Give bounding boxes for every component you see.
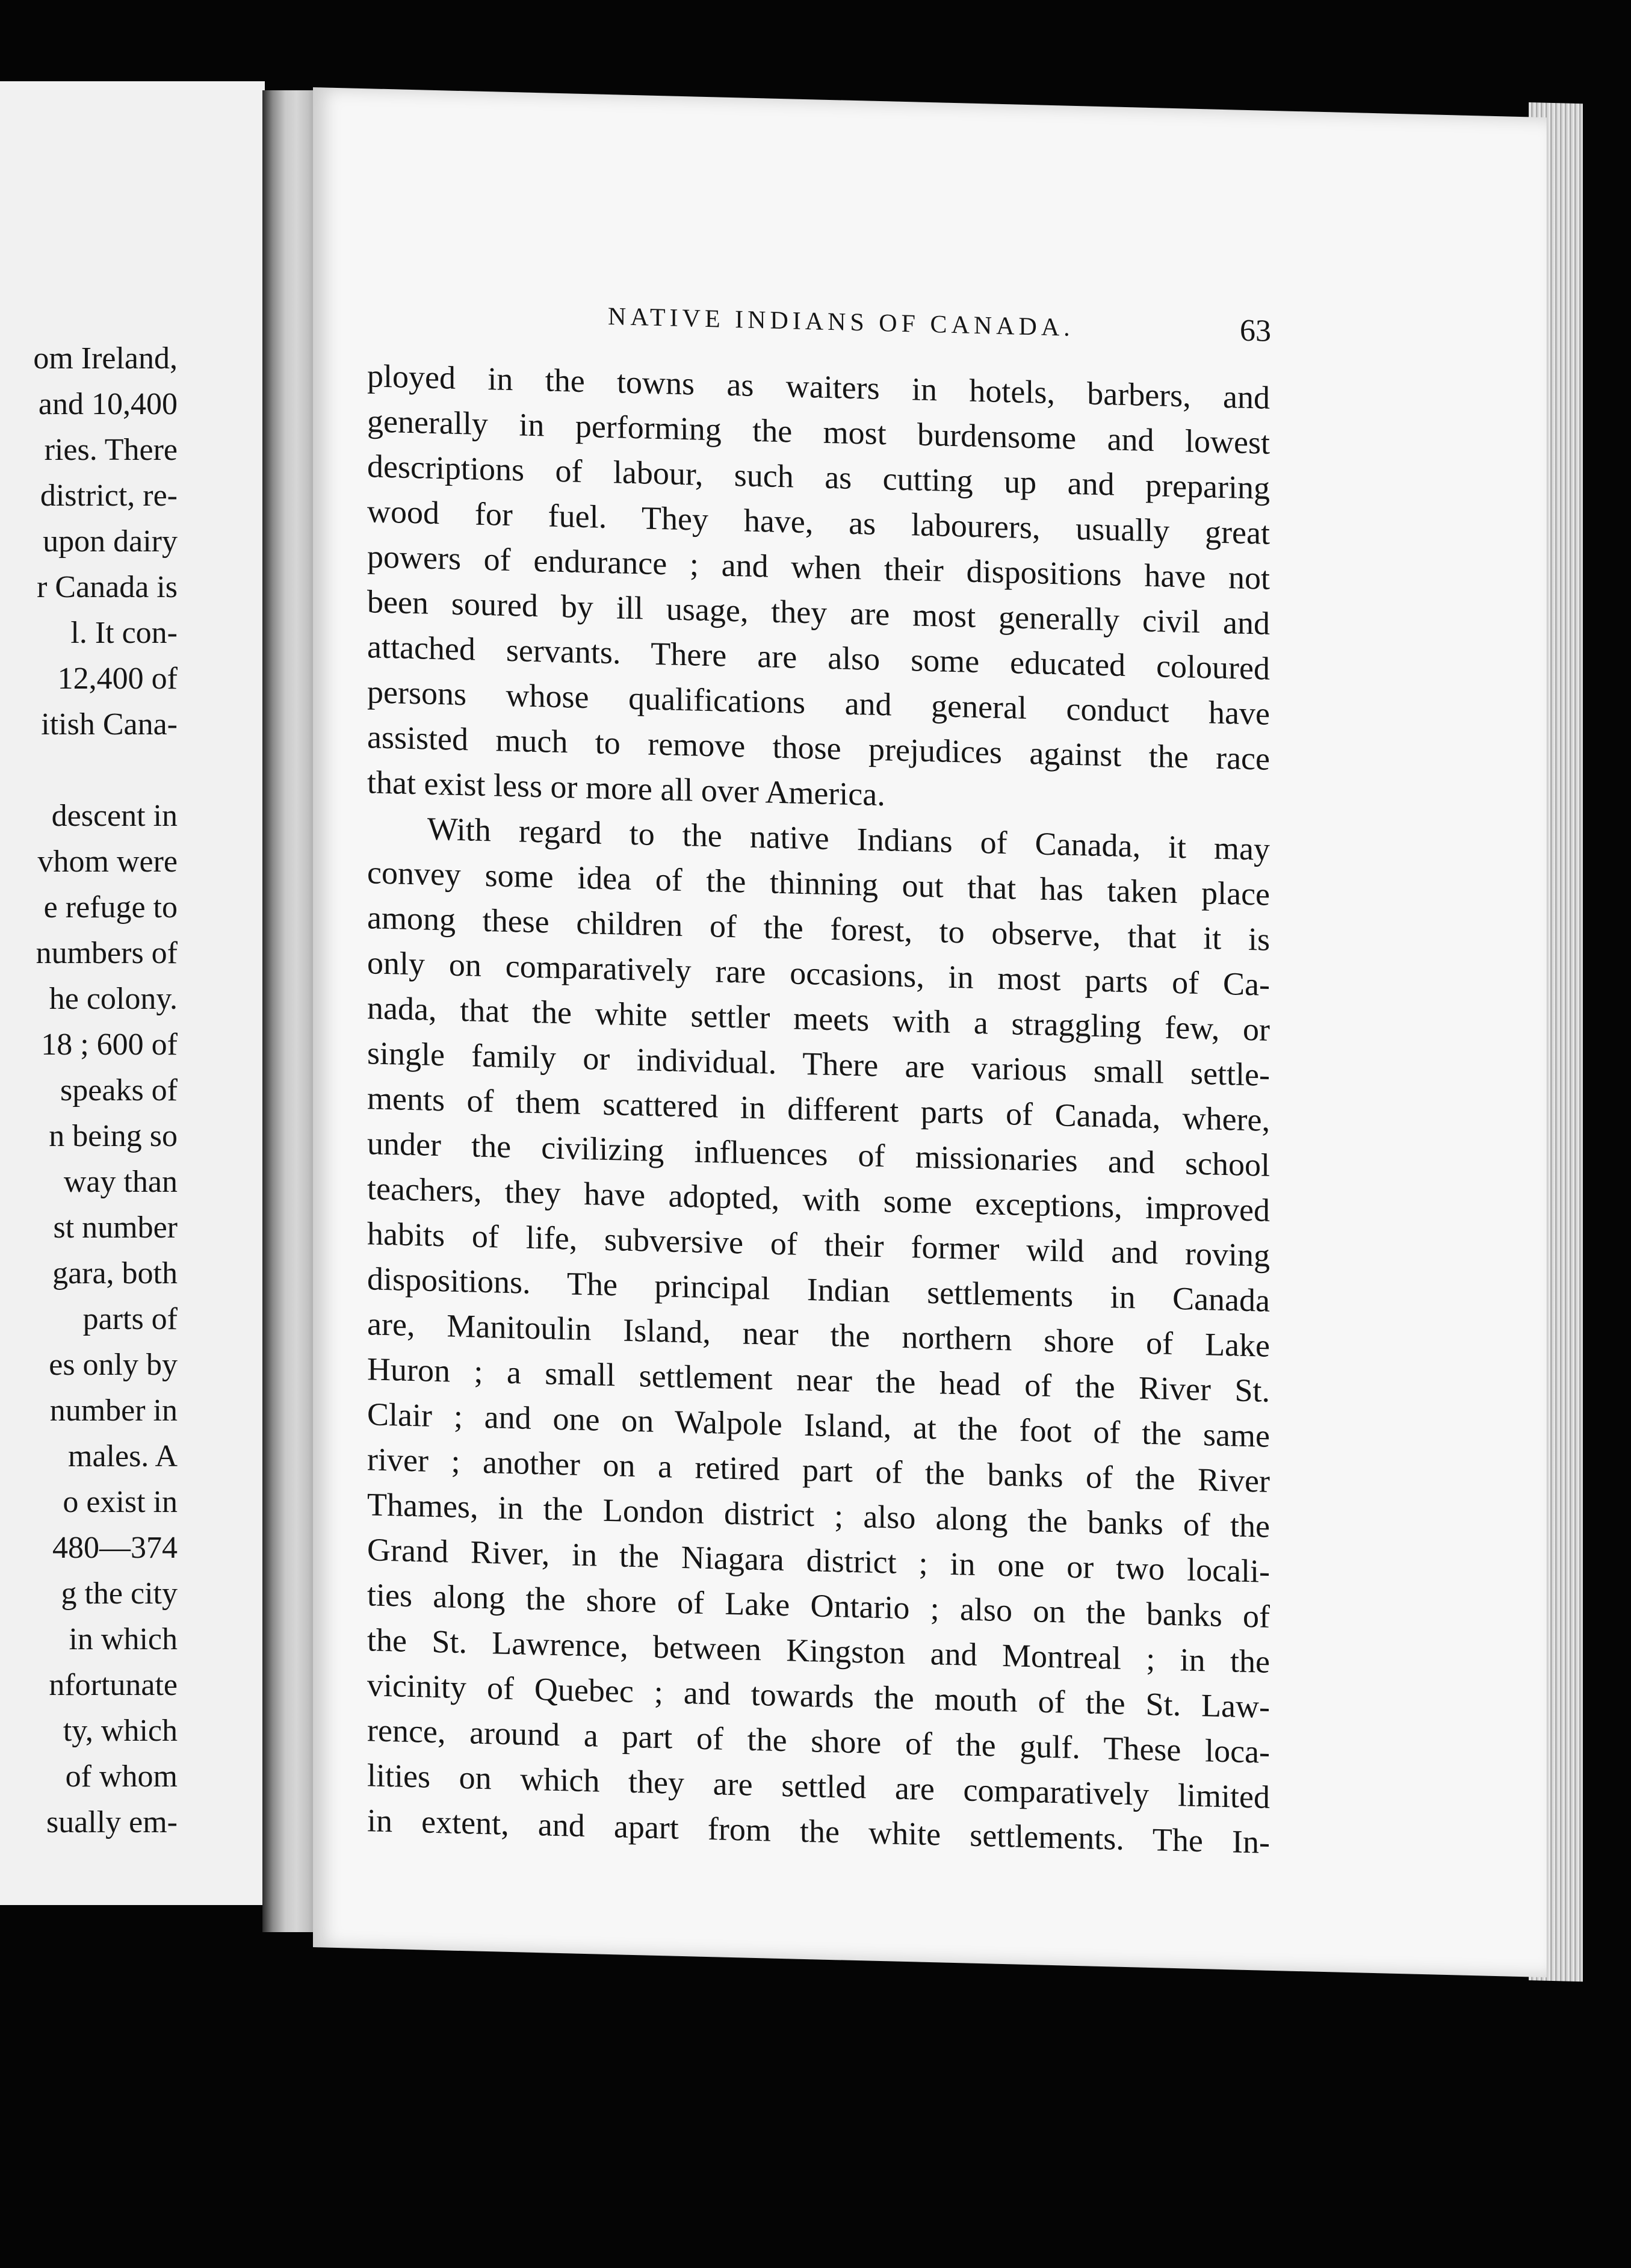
text-line: persons whose qualifications and general conduct have xyxy=(367,674,1270,732)
left-line: way than xyxy=(63,1165,178,1199)
text-line: assisted much to remove those prejudices against the race xyxy=(367,719,1270,777)
left-line: itish Cana- xyxy=(41,707,178,742)
text-line: Huron ; a small settlement near the head of the River St. xyxy=(367,1351,1270,1409)
left-line: in which xyxy=(69,1622,178,1656)
left-line: numbers of xyxy=(36,936,178,970)
left-line: sually em- xyxy=(46,1805,178,1839)
text-line: ments of them scattered in different parts of Canada, where, xyxy=(367,1080,1270,1138)
left-line: st number xyxy=(53,1210,178,1245)
text-line: among these children of the forest, to observe, that it is xyxy=(367,899,1270,958)
left-line: nfortunate xyxy=(49,1668,178,1702)
text-line: powers of endurance ; and when their dispositions have not xyxy=(367,538,1270,596)
left-line: ries. There xyxy=(44,433,178,467)
text-line: dispositions. The principal Indian settlements in Canada xyxy=(367,1260,1270,1319)
text-line: only on comparatively rare occasions, in most parts of Ca- xyxy=(367,944,1270,1003)
text-line: rence, around a part of the shore of the gulf. These loca- xyxy=(367,1712,1270,1770)
text-line: With regard to the native Indians of Canada, it may xyxy=(427,810,1270,867)
left-line: of whom xyxy=(65,1759,178,1794)
left-line: vhom were xyxy=(37,844,178,879)
left-line: om Ireland, xyxy=(33,341,178,376)
text-line: single family or individual. There are various small settle- xyxy=(367,1035,1270,1093)
text-line: river ; another on a retired part of the banks of the River xyxy=(367,1441,1270,1499)
text-line: Grand River, in the Niagara district ; in one or two locali- xyxy=(367,1531,1270,1590)
text-line: been soured by ill usage, they are most generally civil and xyxy=(367,583,1270,642)
text-line: wood for fuel. They have, as labourers, usually great xyxy=(367,493,1270,551)
left-line: 480—374 xyxy=(52,1531,178,1565)
text-line: teachers, they have adopted, with some exceptions, improved xyxy=(367,1170,1270,1228)
page-header xyxy=(313,295,1547,361)
text-line: that exist less or more all over America. xyxy=(367,764,885,813)
left-line: speaks of xyxy=(60,1073,178,1108)
text-line: are, Manitoulin Island, near the northern shore of Lake xyxy=(367,1306,1270,1364)
left-line: n being so xyxy=(49,1119,178,1153)
left-line: o exist in xyxy=(63,1485,178,1519)
text-line: under the civilizing influences of missionaries and school xyxy=(367,1125,1270,1183)
text-line: in extent, and apart from the white settlements. The In- xyxy=(367,1802,1270,1861)
text-line: vicinity of Quebec ; and towards the mouth of the St. Law- xyxy=(367,1667,1270,1725)
page-number: 63 xyxy=(1240,313,1271,349)
left-line: parts of xyxy=(82,1302,178,1336)
text-line: habits of life, subversive of their former wild and roving xyxy=(367,1215,1270,1274)
text-line: attached servants. There are also some educated coloured xyxy=(367,628,1270,687)
left-line: es only by xyxy=(49,1348,178,1382)
left-line: g the city xyxy=(61,1576,178,1611)
text-line: nada, that the white settler meets with a straggling few, or xyxy=(367,990,1270,1048)
left-line: ty, which xyxy=(63,1714,178,1748)
left-line: upon dairy xyxy=(43,524,178,559)
left-line: number in xyxy=(49,1393,178,1428)
text-line: the St. Lawrence, between Kingston and Montreal ; in the xyxy=(367,1622,1270,1680)
left-line: descent in xyxy=(51,799,178,833)
left-line: district, re- xyxy=(40,479,178,513)
left-line: males. A xyxy=(68,1439,178,1473)
text-line: generally in performing the most burdensome and lowest xyxy=(367,403,1270,461)
left-line: 12,400 of xyxy=(57,662,178,696)
left-line: r Canada is xyxy=(37,570,178,604)
paragraph xyxy=(367,353,1270,827)
book-gutter xyxy=(262,90,320,1932)
text-line: convey some idea of the thinning out that has taken place xyxy=(367,854,1270,912)
text-line: ties along the shore of Lake Ontario ; also on the banks of xyxy=(367,1576,1270,1635)
left-line: l. It con- xyxy=(70,616,178,650)
body-text xyxy=(367,353,1270,1865)
left-line: e refuge to xyxy=(43,890,178,925)
text-line: Thames, in the London district ; also along the banks of the xyxy=(367,1486,1270,1545)
left-line: 18 ; 600 of xyxy=(41,1027,178,1062)
running-head: NATIVE INDIANS OF CANADA. xyxy=(608,302,1074,342)
left-line: and 10,400 xyxy=(38,387,178,421)
text-line: descriptions of labour, such as cutting up and preparing xyxy=(367,448,1270,506)
left-line: he colony. xyxy=(49,982,178,1016)
paragraph xyxy=(367,805,1270,1865)
text-line: ployed in the towns as waiters in hotels, barbers, and xyxy=(367,358,1270,416)
text-line: lities on which they are settled are comparatively limited xyxy=(367,1757,1270,1815)
left-page-fragment xyxy=(0,81,265,1905)
right-page xyxy=(313,87,1547,1977)
left-line: gara, both xyxy=(52,1256,178,1290)
text-line: Clair ; and one on Walpole Island, at the foot of the same xyxy=(367,1396,1270,1454)
